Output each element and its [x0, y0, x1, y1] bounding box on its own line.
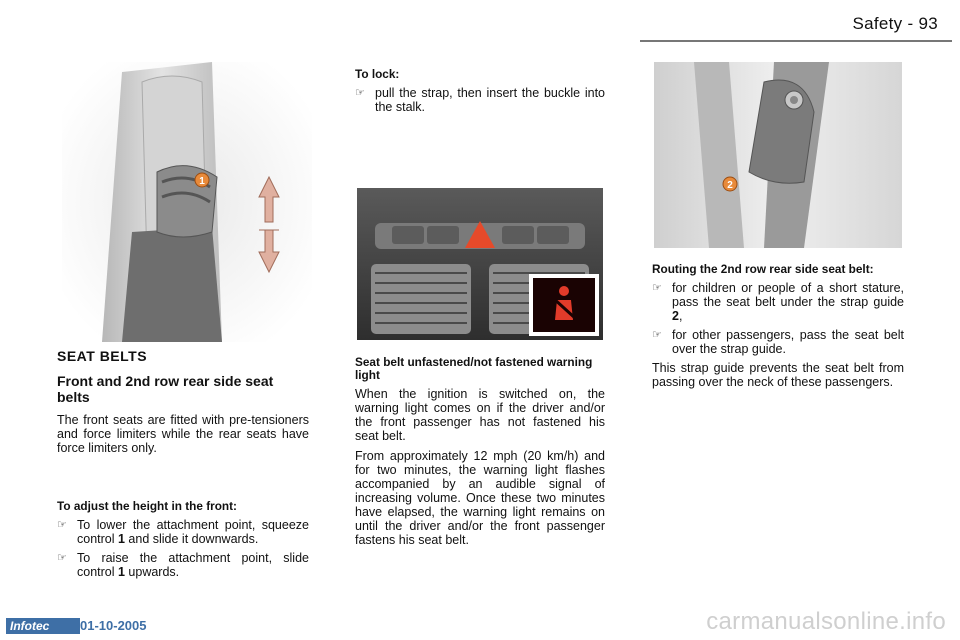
strap-guide-paragraph: This strap guide prevents the seat belt from passing over the neck of these passengers. [652, 361, 904, 389]
subsection-title: Front and 2nd row rear side seat belts [57, 373, 274, 405]
strap-guide-figure [654, 62, 902, 248]
list-item: ☞ for children or people of a short stature, pass the seat belt under the strap guide 2, [652, 281, 904, 323]
callout-1: 1 [199, 176, 205, 187]
pointing-hand-icon: ☞ [57, 519, 67, 531]
warning-light-heading: Seat belt unfastened/not fastened warning light [355, 355, 593, 382]
pointing-hand-icon: ☞ [652, 329, 662, 341]
list-item: ☞ To lower the attachment point, squeeze control 1 and slide it downwards. [57, 518, 309, 546]
page-header: Safety - 93 [852, 14, 938, 33]
lock-heading: To lock: [355, 67, 400, 81]
list-item: ☞ pull the strap, then insert the buckle into the stalk. [355, 86, 605, 114]
adjust-height-heading: To adjust the height in the front: [57, 499, 237, 513]
pointing-hand-icon: ☞ [57, 552, 67, 564]
warning-paragraph-1: When the ignition is switched on, the warning light comes on if the driver and/or the front passenger has not fastened his seat belt. [355, 387, 605, 443]
header-rule [640, 40, 952, 42]
watermark: carmanualsonline.info [706, 608, 946, 635]
list-item: ☞ To raise the attachment point, slide control 1 upwards. [57, 551, 309, 579]
infotec-logo: Infotec [6, 618, 80, 634]
warning-paragraph-2: From approximately 12 mph (20 km/h) and for two minutes, the warning light flashes accompanied by an audible signal of increasing volume. Once these two minutes have elapsed, the warning light remains on until the driver and/or the front passenger fastens his seat belt. [355, 449, 605, 547]
list-item: ☞ for other passengers, pass the seat belt over the strap guide. [652, 328, 904, 356]
pointing-hand-icon: ☞ [355, 87, 365, 99]
section-title: SEAT BELTS [57, 348, 148, 364]
intro-paragraph: The front seats are fitted with pre-tensioners and force limiters while the rear seats have force limiters only. [57, 413, 309, 455]
height-adjuster-figure [62, 62, 312, 342]
pointing-hand-icon: ☞ [652, 282, 662, 294]
routing-heading: Routing the 2nd row rear side seat belt: [652, 262, 874, 276]
dashboard-warning-figure [357, 188, 603, 340]
footer-date: 01-10-2005 [80, 618, 147, 633]
callout-2: 2 [727, 180, 733, 191]
seatbelt-warning-icon [559, 286, 569, 296]
